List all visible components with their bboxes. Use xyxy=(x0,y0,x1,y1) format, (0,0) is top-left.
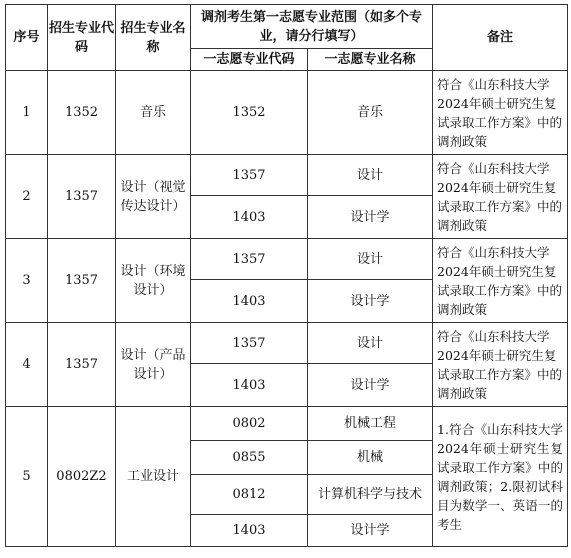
table-row xyxy=(6,407,568,441)
sub-code: 1403 xyxy=(191,364,308,407)
row-code: 0802Z2 xyxy=(48,407,116,547)
sub-name: 机械 xyxy=(308,441,433,475)
row-code: 1357 xyxy=(48,155,116,239)
sub-code: 0802 xyxy=(191,407,308,441)
sub-code: 1357 xyxy=(191,155,308,196)
sub-code: 1403 xyxy=(191,196,308,239)
row-name: 设计（环境设计） xyxy=(116,239,191,323)
table-row xyxy=(6,239,568,280)
row-note: 符合《山东科技大学2024年硕士研究生复试录取工作方案》中的调剂政策 xyxy=(433,155,568,239)
table-row xyxy=(6,71,568,155)
row-name: 设计（产品设计） xyxy=(116,323,191,407)
row-seq: 1 xyxy=(6,71,48,155)
sub-name: 设计 xyxy=(308,239,433,280)
row-note: 符合《山东科技大学2024年硕士研究生复试录取工作方案》中的调剂政策 xyxy=(433,239,568,323)
row-note: 符合《山东科技大学2024年硕士研究生复试录取工作方案》中的调剂政策 xyxy=(433,71,568,155)
row-code: 1357 xyxy=(48,323,116,407)
row-code: 1352 xyxy=(48,71,116,155)
sub-name: 计算机科学与技术 xyxy=(308,475,433,515)
sub-name: 设计 xyxy=(308,323,433,364)
row-seq: 3 xyxy=(6,239,48,323)
sub-name: 设计学 xyxy=(308,280,433,323)
header-major-name: 招生专业名称 xyxy=(116,5,191,71)
row-note: 符合《山东科技大学2024年硕士研究生复试录取工作方案》中的调剂政策 xyxy=(433,323,568,407)
header-major-code: 招生专业代码 xyxy=(48,5,116,71)
adjustment-table xyxy=(5,4,568,547)
sub-name: 音乐 xyxy=(308,71,433,155)
sub-code: 0855 xyxy=(191,441,308,475)
row-seq: 4 xyxy=(6,323,48,407)
sub-name: 设计学 xyxy=(308,364,433,407)
header-range: 调剂考生第一志愿专业范围（如多个专业，请分行填写） xyxy=(191,5,433,49)
sub-name: 设计学 xyxy=(308,196,433,239)
row-note: 1.符合《山东科技大学2024年硕士研究生复试录取工作方案》中的调剂政策；2.限初试科目为数学一、英语一的考生 xyxy=(433,407,568,547)
row-seq: 5 xyxy=(6,407,48,547)
table-row xyxy=(6,155,568,196)
header-first-code: 一志愿专业代码 xyxy=(191,49,308,71)
sub-code: 1352 xyxy=(191,71,308,155)
sub-name: 机械工程 xyxy=(308,407,433,441)
row-name: 工业设计 xyxy=(116,407,191,547)
header-note: 备注 xyxy=(433,5,568,71)
sub-name: 设计 xyxy=(308,155,433,196)
sub-code: 1403 xyxy=(191,280,308,323)
sub-code: 1357 xyxy=(191,323,308,364)
sub-code: 1403 xyxy=(191,515,308,547)
row-name: 音乐 xyxy=(116,71,191,155)
row-code: 1357 xyxy=(48,239,116,323)
sub-name: 设计学 xyxy=(308,515,433,547)
sub-code: 1357 xyxy=(191,239,308,280)
table-row xyxy=(6,323,568,364)
header-first-name: 一志愿专业名称 xyxy=(308,49,433,71)
header-seq: 序号 xyxy=(6,5,48,71)
row-seq: 2 xyxy=(6,155,48,239)
sub-code: 0812 xyxy=(191,475,308,515)
row-name: 设计（视觉传达设计） xyxy=(116,155,191,239)
